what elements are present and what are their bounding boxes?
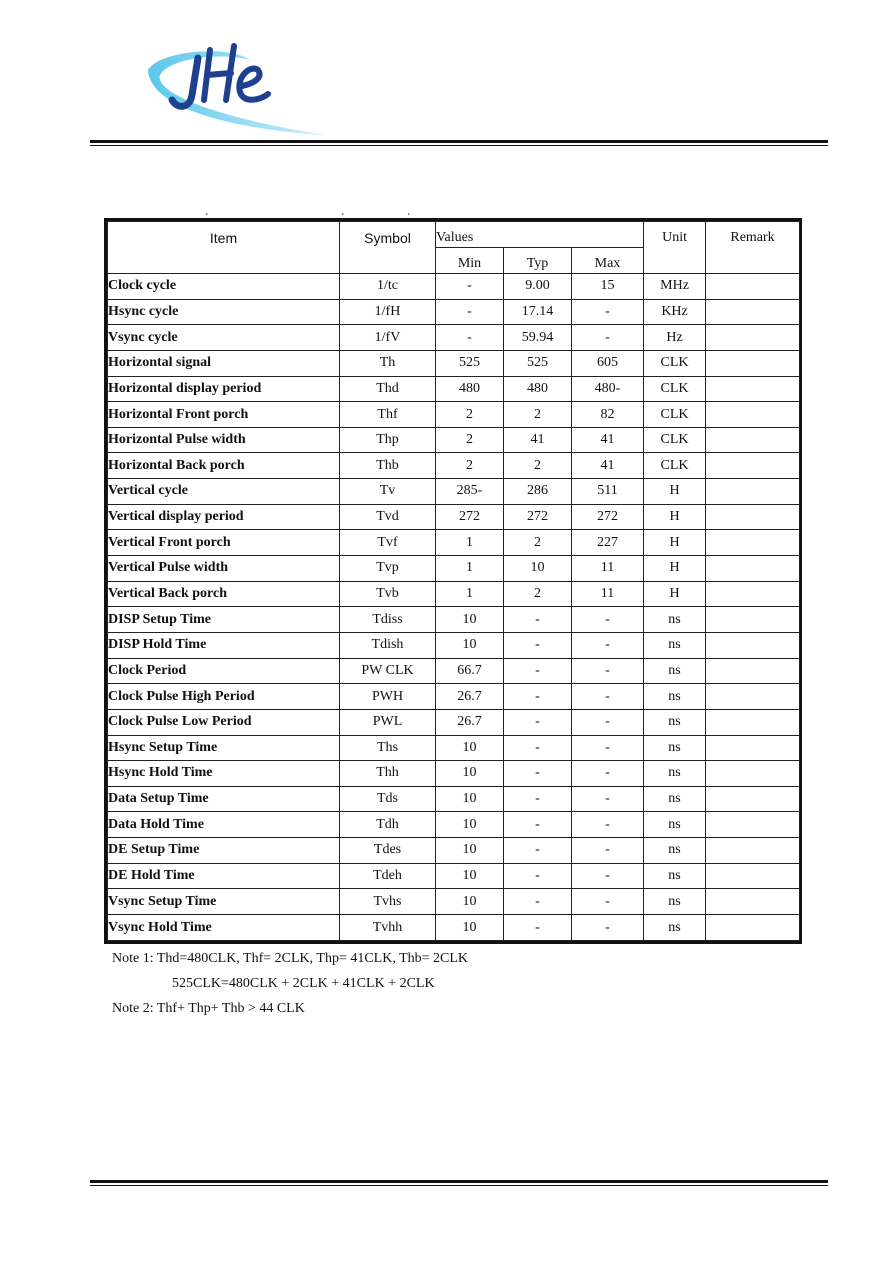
row-typ: - bbox=[504, 915, 572, 941]
row-remark bbox=[706, 838, 800, 864]
row-min: 2 bbox=[436, 453, 504, 479]
row-item: DISP Hold Time bbox=[108, 632, 340, 658]
row-unit: ns bbox=[644, 632, 706, 658]
row-max: - bbox=[572, 632, 644, 658]
row-max: 41 bbox=[572, 453, 644, 479]
row-symbol: Thd bbox=[340, 376, 436, 402]
table-row bbox=[108, 761, 800, 787]
row-symbol: Thp bbox=[340, 427, 436, 453]
row-item: Clock Pulse High Period bbox=[108, 684, 340, 710]
row-min: 1 bbox=[436, 530, 504, 556]
row-unit: H bbox=[644, 556, 706, 582]
row-symbol: Tdish bbox=[340, 632, 436, 658]
row-item: Vertical Pulse width bbox=[108, 556, 340, 582]
row-remark bbox=[706, 658, 800, 684]
row-symbol: Tvhs bbox=[340, 889, 436, 915]
row-item: Clock cycle bbox=[108, 274, 340, 300]
row-unit: ns bbox=[644, 889, 706, 915]
row-item: Clock Period bbox=[108, 658, 340, 684]
row-symbol: Tvp bbox=[340, 556, 436, 582]
table-row bbox=[108, 658, 800, 684]
row-symbol: Tv bbox=[340, 479, 436, 505]
row-unit: ns bbox=[644, 786, 706, 812]
row-item: Horizontal signal bbox=[108, 350, 340, 376]
table-row bbox=[108, 427, 800, 453]
row-min: 10 bbox=[436, 812, 504, 838]
table-row bbox=[108, 325, 800, 351]
row-max: 480- bbox=[572, 376, 644, 402]
table-row bbox=[108, 838, 800, 864]
row-min: 10 bbox=[436, 786, 504, 812]
header-min: Min bbox=[436, 248, 504, 274]
footer-rule bbox=[90, 1180, 828, 1183]
row-item: Vsync Setup Time bbox=[108, 889, 340, 915]
row-max: - bbox=[572, 812, 644, 838]
footer-rule-thin bbox=[90, 1185, 828, 1186]
row-unit: ns bbox=[644, 863, 706, 889]
row-item: DE Setup Time bbox=[108, 838, 340, 864]
row-remark bbox=[706, 607, 800, 633]
row-symbol: Tvb bbox=[340, 581, 436, 607]
row-item: Vertical display period bbox=[108, 504, 340, 530]
header-rule bbox=[90, 140, 828, 143]
row-symbol: Tvd bbox=[340, 504, 436, 530]
table-row bbox=[108, 274, 800, 300]
row-item: Vsync cycle bbox=[108, 325, 340, 351]
row-unit: KHz bbox=[644, 299, 706, 325]
row-remark bbox=[706, 709, 800, 735]
table-row bbox=[108, 786, 800, 812]
row-symbol: 1/tc bbox=[340, 274, 436, 300]
table-row bbox=[108, 350, 800, 376]
table-row bbox=[108, 556, 800, 582]
row-max: 82 bbox=[572, 402, 644, 428]
row-symbol: Tdiss bbox=[340, 607, 436, 633]
row-item: Data Hold Time bbox=[108, 812, 340, 838]
row-item: Data Setup Time bbox=[108, 786, 340, 812]
row-remark bbox=[706, 812, 800, 838]
row-min: 2 bbox=[436, 402, 504, 428]
row-max: 227 bbox=[572, 530, 644, 556]
row-symbol: Tvhh bbox=[340, 915, 436, 941]
row-remark bbox=[706, 735, 800, 761]
table-row bbox=[108, 504, 800, 530]
row-min: 525 bbox=[436, 350, 504, 376]
row-max: - bbox=[572, 863, 644, 889]
row-min: 10 bbox=[436, 889, 504, 915]
row-symbol: 1/fH bbox=[340, 299, 436, 325]
table-row bbox=[108, 915, 800, 941]
row-remark bbox=[706, 530, 800, 556]
row-max: 15 bbox=[572, 274, 644, 300]
row-item: Hsync Hold Time bbox=[108, 761, 340, 787]
row-remark bbox=[706, 632, 800, 658]
header-item: Item bbox=[108, 222, 340, 274]
row-typ: 2 bbox=[504, 453, 572, 479]
stray-mark: ' bbox=[342, 212, 344, 223]
table-row bbox=[108, 581, 800, 607]
header-symbol: Symbol bbox=[340, 222, 436, 274]
row-symbol: Thh bbox=[340, 761, 436, 787]
row-max: - bbox=[572, 607, 644, 633]
row-typ: - bbox=[504, 658, 572, 684]
row-min: 10 bbox=[436, 838, 504, 864]
row-min: 26.7 bbox=[436, 709, 504, 735]
row-typ: - bbox=[504, 607, 572, 633]
row-unit: ns bbox=[644, 709, 706, 735]
row-min: 66.7 bbox=[436, 658, 504, 684]
company-logo bbox=[140, 40, 330, 140]
row-typ: 41 bbox=[504, 427, 572, 453]
row-remark bbox=[706, 684, 800, 710]
row-min: 1 bbox=[436, 581, 504, 607]
row-symbol: PW CLK bbox=[340, 658, 436, 684]
row-typ: - bbox=[504, 812, 572, 838]
row-remark bbox=[706, 402, 800, 428]
row-typ: - bbox=[504, 838, 572, 864]
row-typ: - bbox=[504, 735, 572, 761]
row-unit: ns bbox=[644, 735, 706, 761]
row-unit: CLK bbox=[644, 402, 706, 428]
table-row bbox=[108, 402, 800, 428]
row-unit: H bbox=[644, 581, 706, 607]
row-item: Horizontal Pulse width bbox=[108, 427, 340, 453]
row-min: 10 bbox=[436, 761, 504, 787]
row-typ: - bbox=[504, 709, 572, 735]
note-1-continuation: 525CLK=480CLK + 2CLK + 41CLK + 2CLK bbox=[172, 976, 435, 991]
table-row bbox=[108, 453, 800, 479]
row-item: Vertical cycle bbox=[108, 479, 340, 505]
table-row bbox=[108, 709, 800, 735]
row-symbol: Th bbox=[340, 350, 436, 376]
row-typ: 525 bbox=[504, 350, 572, 376]
row-unit: ns bbox=[644, 761, 706, 787]
table-row bbox=[108, 812, 800, 838]
row-typ: - bbox=[504, 684, 572, 710]
row-symbol: Tdh bbox=[340, 812, 436, 838]
row-typ: 272 bbox=[504, 504, 572, 530]
row-min: 1 bbox=[436, 556, 504, 582]
row-symbol: 1/fV bbox=[340, 325, 436, 351]
row-max: - bbox=[572, 889, 644, 915]
row-remark bbox=[706, 556, 800, 582]
row-unit: CLK bbox=[644, 453, 706, 479]
header-max: Max bbox=[572, 248, 644, 274]
row-symbol: Tds bbox=[340, 786, 436, 812]
row-min: 10 bbox=[436, 632, 504, 658]
row-symbol: Ths bbox=[340, 735, 436, 761]
row-min: 2 bbox=[436, 427, 504, 453]
row-min: 26.7 bbox=[436, 684, 504, 710]
row-min: 10 bbox=[436, 915, 504, 941]
row-symbol: PWL bbox=[340, 709, 436, 735]
row-symbol: Thb bbox=[340, 453, 436, 479]
row-unit: H bbox=[644, 479, 706, 505]
row-item: Hsync Setup Time bbox=[108, 735, 340, 761]
row-max: - bbox=[572, 915, 644, 941]
table-row bbox=[108, 299, 800, 325]
row-remark bbox=[706, 581, 800, 607]
row-unit: ns bbox=[644, 812, 706, 838]
notes bbox=[112, 946, 468, 1021]
row-max: 511 bbox=[572, 479, 644, 505]
row-min: - bbox=[436, 274, 504, 300]
row-item: DE Hold Time bbox=[108, 863, 340, 889]
row-symbol: PWH bbox=[340, 684, 436, 710]
row-typ: 59.94 bbox=[504, 325, 572, 351]
row-typ: - bbox=[504, 863, 572, 889]
row-min: 480 bbox=[436, 376, 504, 402]
row-symbol: Tvf bbox=[340, 530, 436, 556]
header-values: Values bbox=[436, 222, 644, 248]
row-max: 272 bbox=[572, 504, 644, 530]
table-row bbox=[108, 863, 800, 889]
row-unit: H bbox=[644, 530, 706, 556]
row-unit: Hz bbox=[644, 325, 706, 351]
row-remark bbox=[706, 376, 800, 402]
row-max: - bbox=[572, 299, 644, 325]
row-typ: 2 bbox=[504, 530, 572, 556]
row-typ: 2 bbox=[504, 581, 572, 607]
row-min: - bbox=[436, 325, 504, 351]
row-unit: ns bbox=[644, 915, 706, 941]
row-typ: 10 bbox=[504, 556, 572, 582]
row-item: Horizontal Front porch bbox=[108, 402, 340, 428]
row-max: 11 bbox=[572, 581, 644, 607]
table-row bbox=[108, 530, 800, 556]
row-symbol: Tdeh bbox=[340, 863, 436, 889]
row-typ: - bbox=[504, 889, 572, 915]
row-remark bbox=[706, 350, 800, 376]
table-row bbox=[108, 735, 800, 761]
table-row bbox=[108, 684, 800, 710]
row-unit: H bbox=[644, 504, 706, 530]
row-symbol: Tdes bbox=[340, 838, 436, 864]
row-typ: - bbox=[504, 786, 572, 812]
note-2: Note 2: Thf+ Thp+ Thb > 44 CLK bbox=[112, 1001, 305, 1016]
row-remark bbox=[706, 761, 800, 787]
row-max: - bbox=[572, 838, 644, 864]
row-unit: CLK bbox=[644, 350, 706, 376]
row-min: 272 bbox=[436, 504, 504, 530]
row-min: 10 bbox=[436, 863, 504, 889]
row-item: Vsync Hold Time bbox=[108, 915, 340, 941]
row-max: 605 bbox=[572, 350, 644, 376]
row-item: Horizontal Back porch bbox=[108, 453, 340, 479]
row-remark bbox=[706, 299, 800, 325]
row-min: 10 bbox=[436, 607, 504, 633]
row-unit: MHz bbox=[644, 274, 706, 300]
row-max: 11 bbox=[572, 556, 644, 582]
row-min: 10 bbox=[436, 735, 504, 761]
row-item: DISP Setup Time bbox=[108, 607, 340, 633]
row-typ: 17.14 bbox=[504, 299, 572, 325]
table-row bbox=[108, 889, 800, 915]
row-remark bbox=[706, 915, 800, 941]
row-typ: 2 bbox=[504, 402, 572, 428]
stray-mark: ' bbox=[408, 212, 410, 223]
row-remark bbox=[706, 453, 800, 479]
note-1: Note 1: Thd=480CLK, Thf= 2CLK, Thp= 41CLK, Thb= 2CLK bbox=[112, 951, 469, 966]
row-remark bbox=[706, 786, 800, 812]
row-unit: ns bbox=[644, 684, 706, 710]
row-max: - bbox=[572, 786, 644, 812]
row-unit: ns bbox=[644, 607, 706, 633]
row-max: - bbox=[572, 684, 644, 710]
table-row bbox=[108, 632, 800, 658]
timing-table bbox=[104, 218, 802, 944]
row-remark bbox=[706, 325, 800, 351]
row-item: Horizontal display period bbox=[108, 376, 340, 402]
row-unit: ns bbox=[644, 838, 706, 864]
row-item: Vertical Back porch bbox=[108, 581, 340, 607]
row-min: 285- bbox=[436, 479, 504, 505]
stray-mark: . bbox=[524, 212, 527, 223]
row-remark bbox=[706, 427, 800, 453]
row-remark bbox=[706, 889, 800, 915]
row-max: - bbox=[572, 709, 644, 735]
row-max: 41 bbox=[572, 427, 644, 453]
row-item: Hsync cycle bbox=[108, 299, 340, 325]
row-typ: 480 bbox=[504, 376, 572, 402]
row-remark bbox=[706, 863, 800, 889]
table-row bbox=[108, 376, 800, 402]
table-row bbox=[108, 479, 800, 505]
row-typ: - bbox=[504, 632, 572, 658]
stray-mark: ' bbox=[206, 212, 208, 223]
row-max: - bbox=[572, 325, 644, 351]
row-item: Clock Pulse Low Period bbox=[108, 709, 340, 735]
row-max: - bbox=[572, 735, 644, 761]
row-unit: CLK bbox=[644, 427, 706, 453]
header-unit: Unit bbox=[644, 222, 706, 274]
row-typ: 9.00 bbox=[504, 274, 572, 300]
row-remark bbox=[706, 479, 800, 505]
row-min: - bbox=[436, 299, 504, 325]
table-row bbox=[108, 607, 800, 633]
row-remark bbox=[706, 274, 800, 300]
row-unit: CLK bbox=[644, 376, 706, 402]
row-typ: - bbox=[504, 761, 572, 787]
row-max: - bbox=[572, 761, 644, 787]
row-item: Vertical Front porch bbox=[108, 530, 340, 556]
header-remark: Remark bbox=[706, 222, 800, 274]
row-unit: ns bbox=[644, 658, 706, 684]
row-symbol: Thf bbox=[340, 402, 436, 428]
row-max: - bbox=[572, 658, 644, 684]
header-typ: Typ bbox=[504, 248, 572, 274]
row-remark bbox=[706, 504, 800, 530]
row-typ: 286 bbox=[504, 479, 572, 505]
header-rule-thin bbox=[90, 145, 828, 146]
